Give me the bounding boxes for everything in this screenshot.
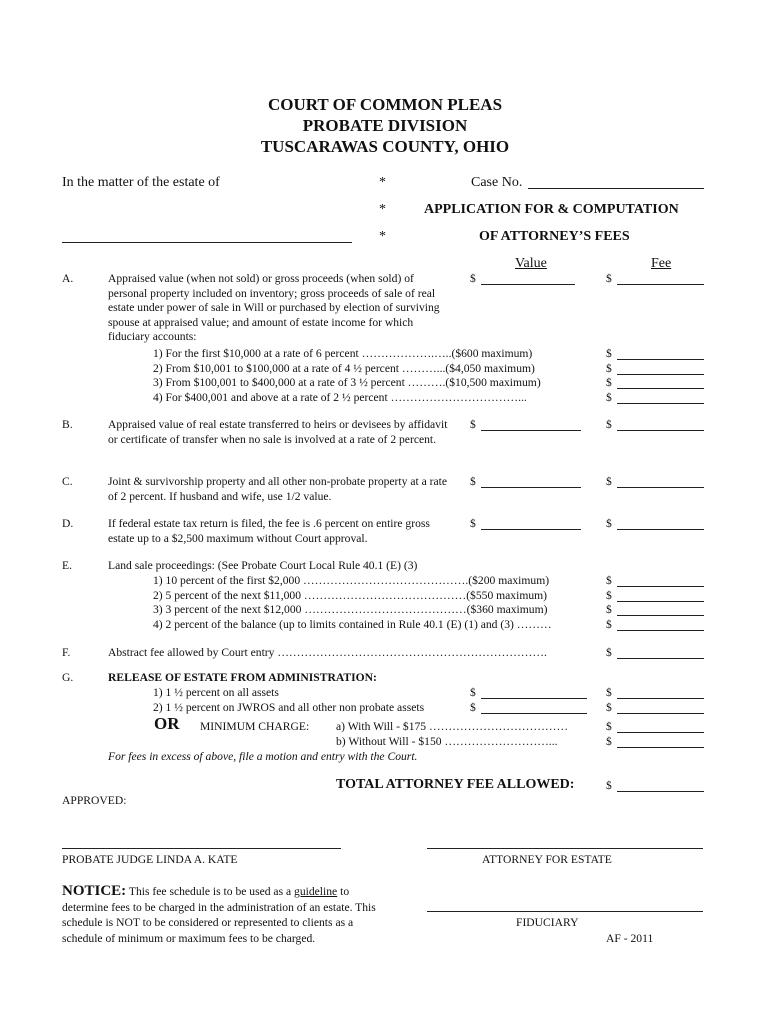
- section-a-item-1: 1) For the first $10,000 at a rate of 6 percent ……………….…..($600 maximum): [153, 347, 533, 360]
- section-g-item-2: 2) 1 ½ percent on JWROS and all other non probate assets: [153, 701, 425, 714]
- section-f-letter: F.: [62, 646, 71, 659]
- division-title: PROBATE DIVISION: [302, 116, 468, 135]
- section-b-letter: B.: [62, 418, 73, 431]
- section-g-letter: G.: [62, 671, 74, 684]
- excess-fee-note: For fees in excess of above, file a motion and entry with the Court.: [108, 750, 418, 763]
- a2-fee-dollar: $: [606, 362, 612, 375]
- section-a-item-4: 4) For $400,001 and above at a rate of 2 ½ percent ……………………………...: [153, 391, 527, 404]
- section-a-fee-dollar: $: [606, 272, 612, 285]
- form-id: AF - 2011: [606, 932, 654, 945]
- court-title: COURT OF COMMON PLEAS: [267, 95, 503, 114]
- section-c-text: Joint & survivorship property and all other non-probate property at a rate of 2 percent. If husband and wife, use 1/2 value.: [108, 475, 448, 503]
- section-c-value-dollar: $: [470, 475, 476, 488]
- a2-fee-field[interactable]: [617, 374, 704, 375]
- or-label: OR: [154, 714, 180, 733]
- caption-star-2: *: [379, 202, 386, 217]
- section-g-title: RELEASE OF ESTATE FROM ADMINISTRATION:: [108, 671, 377, 684]
- judge-name: PROBATE JUDGE LINDA A. KATE: [62, 853, 238, 866]
- a3-fee-field[interactable]: [617, 388, 704, 389]
- fee-column-header: Fee: [651, 256, 672, 271]
- section-f-fee-dollar: $: [606, 646, 612, 659]
- section-a-letter: A.: [62, 272, 74, 285]
- total-fee-dollar: $: [606, 779, 612, 792]
- section-a-text: Appraised value (when not sold) or gross proceeds (when sold) of personal property included on inventory; gross proceeds of sale of real estate under power of sale in Will or purchased by election of surviving spouse at appraised value; and amount of estate income for which fiduciary accounts:: [108, 272, 440, 344]
- notice-paragraph: [62, 884, 392, 946]
- e2-fee-field[interactable]: [617, 601, 704, 602]
- with-will-fee-dollar: $: [606, 720, 612, 733]
- g2-fee-dollar: $: [606, 701, 612, 714]
- approved-label: APPROVED:: [62, 794, 127, 807]
- section-c-fee-dollar: $: [606, 475, 612, 488]
- notice-rest: to determine fees to be charged in the administration of an estate. This schedule is NOT to be considered or represented to clients as a schedule of minimum or maximum fees to be charged.: [62, 885, 376, 945]
- with-will-fee-field[interactable]: [617, 732, 704, 733]
- section-f-fee-field[interactable]: [617, 658, 704, 659]
- a1-fee-dollar: $: [606, 347, 612, 360]
- minimum-charge-label: MINIMUM CHARGE:: [200, 720, 310, 733]
- section-d-letter: D.: [62, 517, 74, 530]
- section-a-item-3: 3) From $100,001 to $400,000 at a rate of 3 ½ percent ……….($10,500 maximum): [153, 376, 541, 389]
- section-b-fee-dollar: $: [606, 418, 612, 431]
- attorney-label: ATTORNEY FOR ESTATE: [482, 853, 612, 866]
- form-title-1: APPLICATION FOR & COMPUTATION: [424, 202, 679, 217]
- e1-fee-field[interactable]: [617, 586, 704, 587]
- section-c-value-field[interactable]: [481, 487, 581, 488]
- section-e-text: Land sale proceedings: (See Probate Court Local Rule 40.1 (E) (3): [108, 559, 418, 572]
- a4-fee-field[interactable]: [617, 403, 704, 404]
- section-d-value-field[interactable]: [481, 529, 581, 530]
- caption-star-3: *: [379, 229, 386, 244]
- with-will-line: a) With Will - $175 ………………………………: [336, 720, 569, 733]
- section-d-value-dollar: $: [470, 517, 476, 530]
- g2-value-dollar: $: [470, 701, 476, 714]
- section-d-text: If federal estate tax return is filed, the fee is .6 percent on entire gross estate up to a $2,500 maximum without Court approval.: [108, 517, 430, 545]
- section-d-fee-field[interactable]: [617, 529, 704, 530]
- e2-fee-dollar: $: [606, 589, 612, 602]
- section-c-letter: C.: [62, 475, 73, 488]
- section-e-item-3: 3) 3 percent of the next $12,000 ……………………………………($360 maximum): [153, 603, 548, 616]
- section-a-value-dollar: $: [470, 272, 476, 285]
- section-c-fee-field[interactable]: [617, 487, 704, 488]
- e3-fee-field[interactable]: [617, 615, 704, 616]
- notice-lead: This fee schedule is to be used as a: [126, 885, 295, 898]
- total-fee-field[interactable]: [617, 791, 704, 792]
- section-b-value-field[interactable]: [481, 430, 581, 431]
- e1-fee-dollar: $: [606, 574, 612, 587]
- fiduciary-label: FIDUCIARY: [516, 916, 579, 929]
- section-a-value-field[interactable]: [481, 284, 575, 285]
- e4-fee-dollar: $: [606, 618, 612, 631]
- estate-label: In the matter of the estate of: [62, 175, 220, 190]
- section-d-fee-dollar: $: [606, 517, 612, 530]
- g1-value-field[interactable]: [481, 698, 587, 699]
- section-a-fee-field[interactable]: [617, 284, 704, 285]
- section-g-item-1: 1) 1 ½ percent on all assets: [153, 686, 279, 699]
- g2-value-field[interactable]: [481, 713, 587, 714]
- total-fee-label: TOTAL ATTORNEY FEE ALLOWED:: [336, 777, 575, 792]
- county-title: TUSCARAWAS COUNTY, OHIO: [260, 137, 510, 156]
- caption-star-1: *: [379, 175, 386, 190]
- a3-fee-dollar: $: [606, 376, 612, 389]
- g1-fee-dollar: $: [606, 686, 612, 699]
- case-no-field[interactable]: [528, 188, 704, 189]
- section-b-fee-field[interactable]: [617, 430, 704, 431]
- section-f-text: Abstract fee allowed by Court entry …………………………………………………………….: [108, 646, 547, 659]
- section-e-item-2: 2) 5 percent of the next $11,000 ……………………………………($550 maximum): [153, 589, 548, 602]
- a1-fee-field[interactable]: [617, 359, 704, 360]
- attorney-signature-line[interactable]: [427, 848, 703, 849]
- e3-fee-dollar: $: [606, 603, 612, 616]
- estate-name-field[interactable]: [62, 242, 352, 243]
- fiduciary-signature-line[interactable]: [427, 911, 703, 912]
- section-a-item-2: 2) From $10,001 to $100,000 at a rate of 4 ½ percent ………...($4,050 maximum): [153, 362, 535, 375]
- case-no-label: Case No.: [471, 175, 523, 190]
- notice-guideline: guideline: [294, 885, 338, 898]
- g1-fee-field[interactable]: [617, 698, 704, 699]
- section-e-item-4: 4) 2 percent of the balance (up to limits contained in Rule 40.1 (E) (1) and (3) ………: [153, 618, 552, 631]
- e4-fee-field[interactable]: [617, 630, 704, 631]
- section-e-item-1: 1) 10 percent of the first $2,000 …………………………………….($200 maximum): [153, 574, 550, 587]
- value-column-header: Value: [515, 256, 547, 271]
- notice-label: NOTICE:: [62, 883, 127, 899]
- section-b-text: Appraised value of real estate transferred to heirs or devisees by affidavit or certificate of transfer when no sale is involved at a rate of 2 percent.: [108, 418, 448, 446]
- without-will-line: b) Without Will - $150 ………………………...: [336, 735, 558, 748]
- section-b-value-dollar: $: [470, 418, 476, 431]
- g2-fee-field[interactable]: [617, 713, 704, 714]
- without-will-fee-field[interactable]: [617, 747, 704, 748]
- section-e-letter: E.: [62, 559, 72, 572]
- a4-fee-dollar: $: [606, 391, 612, 404]
- judge-signature-line[interactable]: [62, 848, 341, 849]
- form-title-2: OF ATTORNEY’S FEES: [479, 229, 630, 244]
- g1-value-dollar: $: [470, 686, 476, 699]
- without-will-fee-dollar: $: [606, 735, 612, 748]
